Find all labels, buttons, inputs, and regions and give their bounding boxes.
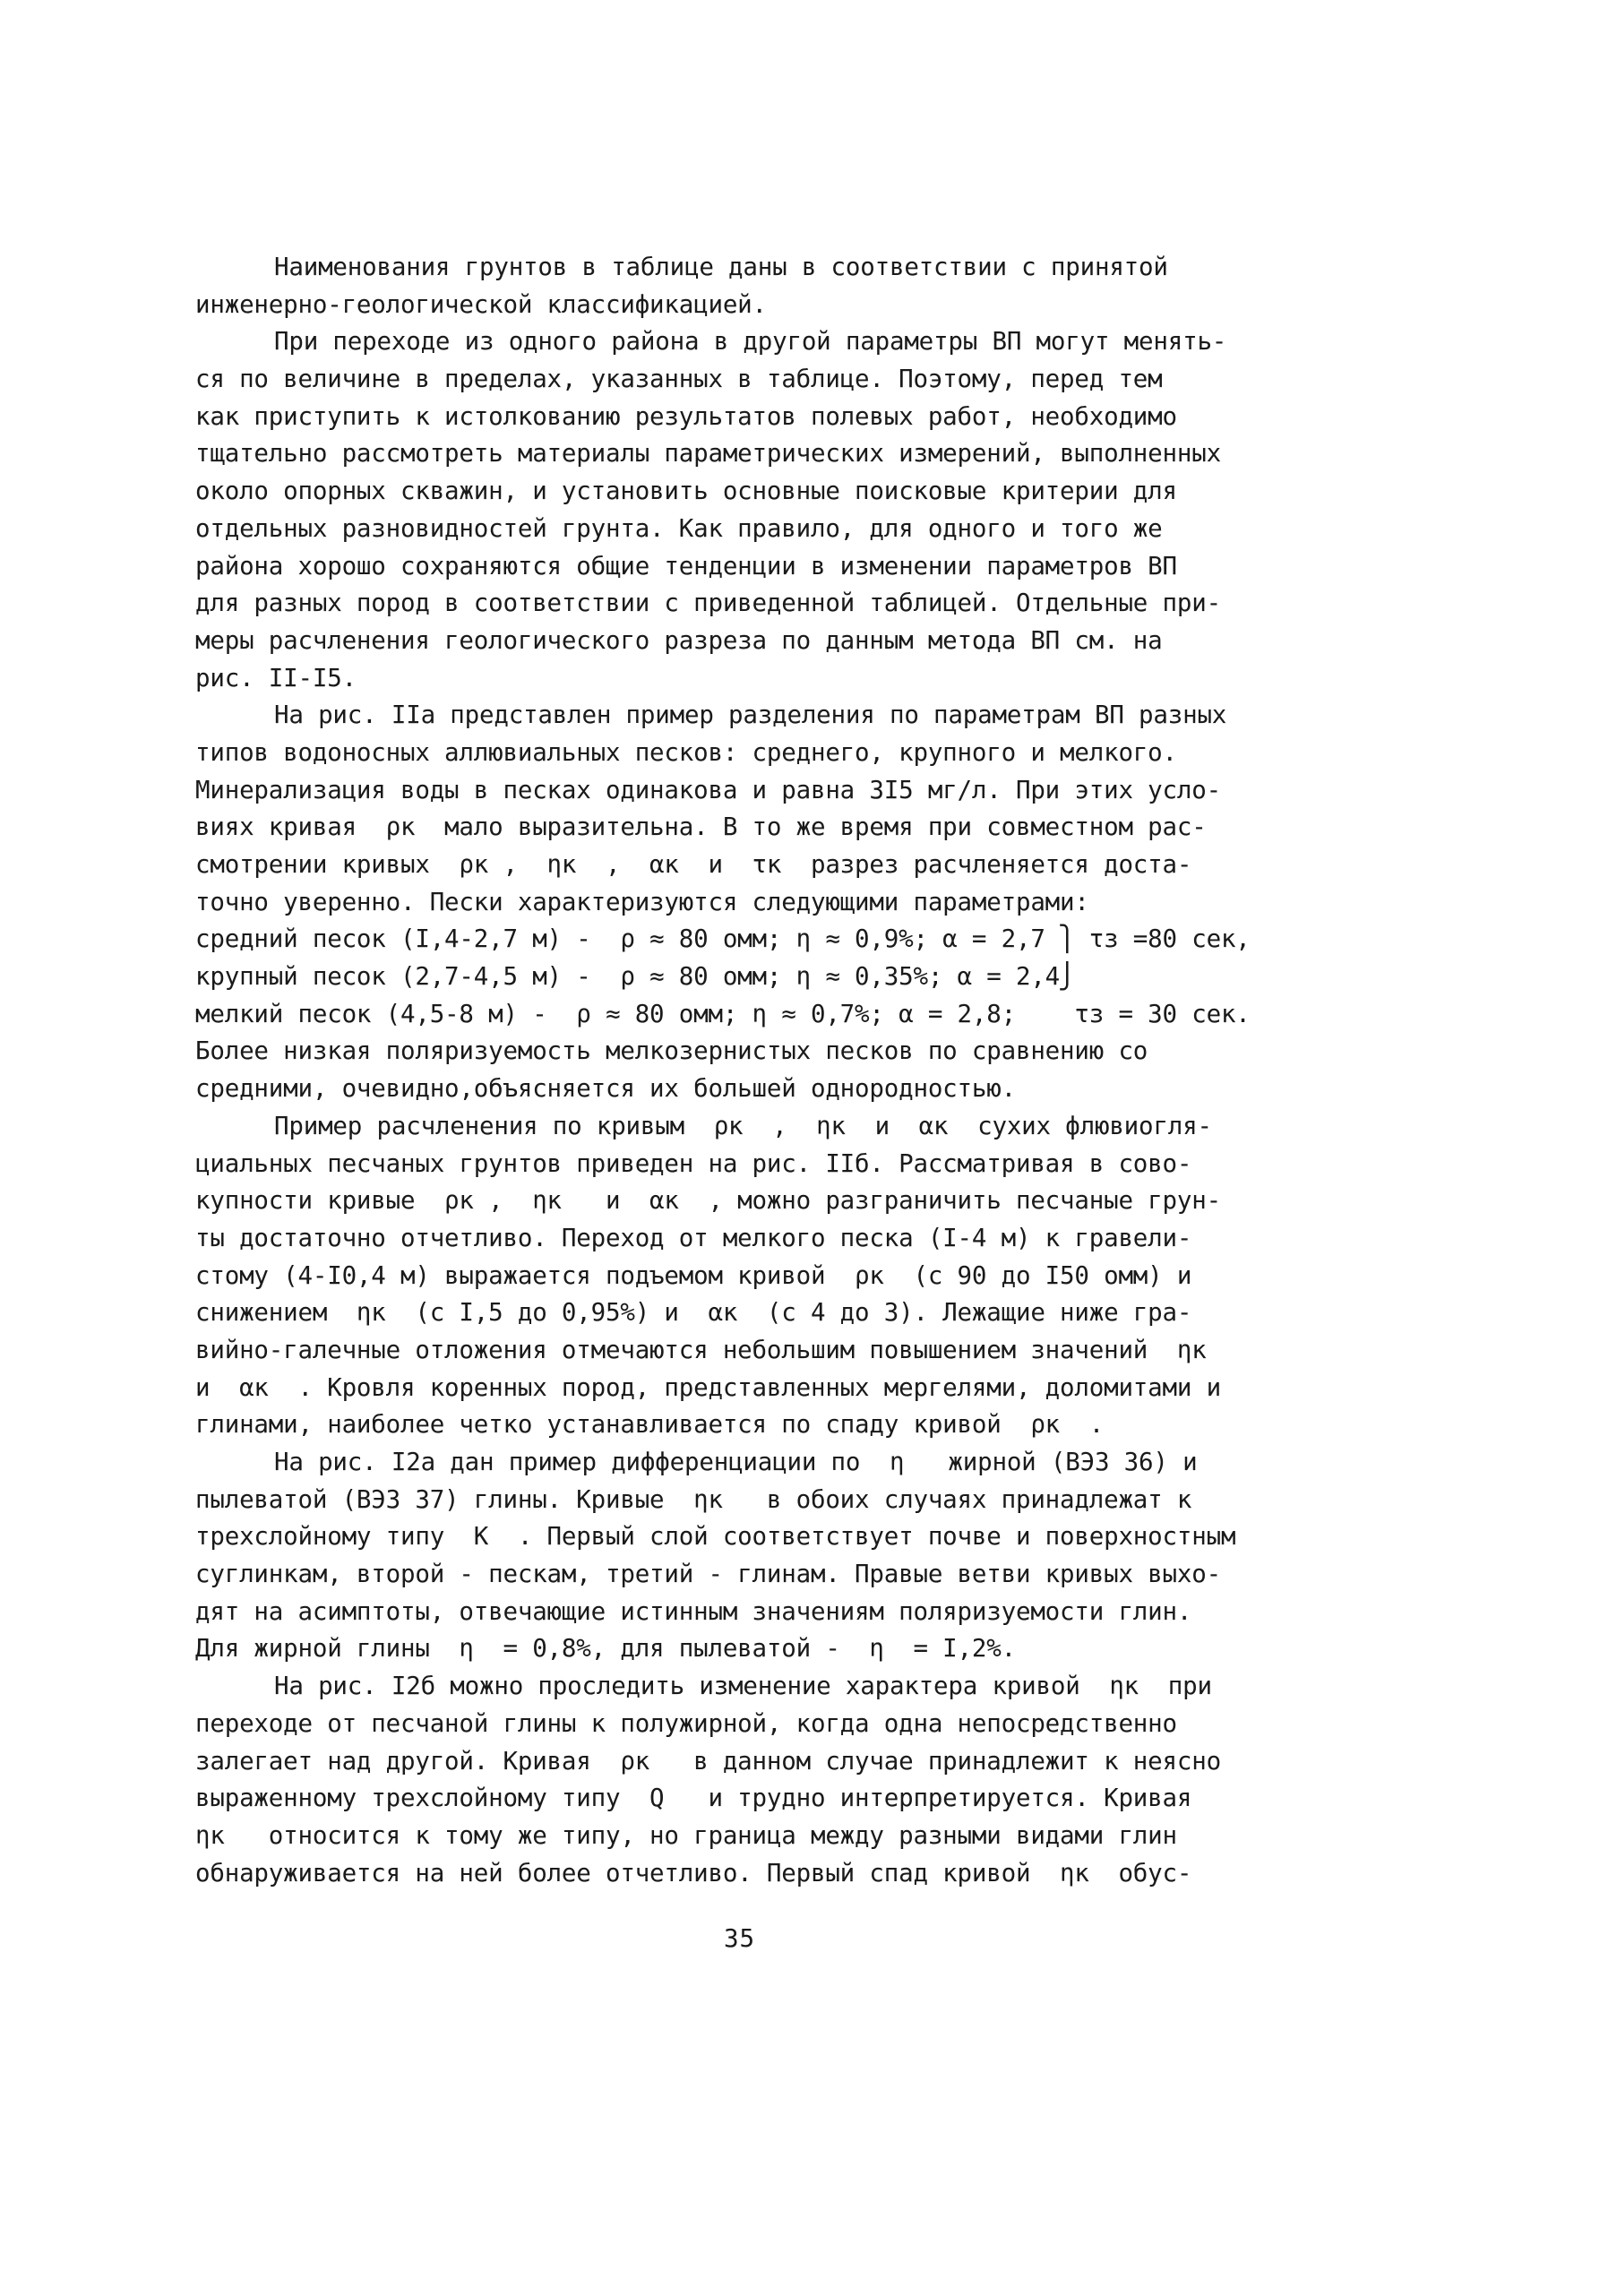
- text-line: Минерализация воды в песках одинакова и равна 3I5 мг/л. При этих усло-: [195, 775, 1221, 804]
- text-line: снижением ηк (с I,5 до 0,95%) и αк (с 4 до 3). Лежащие ниже гра-: [195, 1298, 1192, 1328]
- text-line: средний песок (I,4-2,7 м) - ρ ≈ 80 омм; η ≈ 0,9%; α = 2,7 ⎫ τз =80 сек,: [195, 924, 1251, 954]
- text-line: суглинкам, второй - пескам, третий - глинам. Правые ветви кривых выхо-: [195, 1560, 1221, 1589]
- text-line: глинами, наиболее четко устанавливается по спаду кривой ρк .: [195, 1410, 1105, 1440]
- text-line: мелкий песок (4,5-8 м) - ρ ≈ 80 омм; η ≈ 0,7%; α = 2,8; τз = 30 сек.: [195, 999, 1251, 1028]
- text-line: меры расчленения геологического разреза по данным метода ВП см. на: [195, 625, 1163, 655]
- page-number: 35: [724, 1924, 756, 1953]
- text-line: Наименования грунтов в таблице даны в соответствии с принятой: [274, 253, 1168, 281]
- text-line: крупный песок (2,7-4,5 м) - ρ ≈ 80 омм; η ≈ 0,35%; α = 2,4⎭: [195, 962, 1075, 992]
- text-line: На рис. IIа представлен пример разделения по параметрам ВП разных: [274, 701, 1227, 730]
- text-line: циальных песчаных грунтов приведен на рис. IIб. Рассматривая в сово-: [195, 1148, 1192, 1178]
- text-line: вийно-галечные отложения отмечаются небольшим повышением значений ηк: [195, 1335, 1207, 1364]
- text-line: инженерно-геологической классификацией.: [195, 289, 767, 319]
- text-line: ся по величине в пределах, указанных в таблице. Поэтому, перед тем: [195, 365, 1163, 394]
- text-line: стому (4-I0,4 м) выражается подъемом кривой ρк (с 90 до I50 омм) и: [195, 1260, 1192, 1290]
- text-line: Более низкая поляризуемость мелкозернистых песков по сравнению со: [195, 1036, 1148, 1066]
- text-line: как приступить к истолкованию результатов полевых работ, необходимо: [195, 401, 1177, 431]
- text-line: виях кривая ρк мало выразительна. В то же время при совместном рас-: [195, 813, 1207, 842]
- text-line: На рис. I2а дан пример дифференциации по η жирной (ВЭЗ 36) и: [274, 1448, 1198, 1476]
- text-line: района хорошо сохраняются общие тенденции в изменении параметров ВП: [195, 551, 1177, 580]
- text-line: ηк относится к тому же типу, но граница между разными видами глин: [195, 1820, 1177, 1850]
- text-line: отдельных разновидностей грунта. Как правило, для одного и того же: [195, 513, 1163, 543]
- text-line: обнаруживается на ней более отчетливо. Первый спад кривой ηк обус-: [195, 1858, 1192, 1888]
- text-line: и αк . Кровля коренных пород, представленных мергелями, доломитами и: [195, 1372, 1221, 1402]
- text-line: При переходе из одного района в другой параметры ВП могут менять-: [274, 327, 1227, 357]
- text-line: для разных пород в соответствии с приведенной таблицей. Отдельные при-: [195, 589, 1221, 618]
- text-line: дят на асимптоты, отвечающие истинным значениям поляризуемости глин.: [195, 1596, 1192, 1626]
- text-line: трехслойному типу К . Первый слой соответствует почве и поверхностным: [195, 1522, 1236, 1552]
- text-line: залегает над другой. Кривая ρк в данном случае принадлежит к неясно: [195, 1746, 1221, 1776]
- text-line: около опорных скважин, и установить основные поисковые критерии для: [195, 477, 1177, 506]
- text-line: переходе от песчаной глины к полужирной, когда одна непосредственно: [195, 1708, 1177, 1738]
- text-line: смотрении кривых ρк , ηк , αк и τк разрез расчленяется доста-: [195, 850, 1192, 879]
- document-body: [195, 249, 1293, 1892]
- text-line: тщательно рассмотреть материалы параметрических измерений, выполненных: [195, 439, 1221, 469]
- text-line: Для жирной глины η = 0,8%, для пылеватой - η = I,2%.: [195, 1634, 1016, 1664]
- text-line: пылеватой (ВЭЗ 37) глины. Кривые ηк в обоих случаях принадлежат к: [195, 1484, 1192, 1514]
- text-line: точно уверенно. Пески характеризуются следующими параметрами:: [195, 887, 1089, 916]
- text-line: Пример расчленения по кривым ρк , ηк и αк сухих флювиогля-: [274, 1111, 1212, 1140]
- text-line: средними, очевидно,объясняется их большей однородностью.: [195, 1074, 1016, 1104]
- text-line: выраженному трехслойному типу Q и трудно интерпретируется. Кривая: [195, 1784, 1192, 1813]
- text-line: рис. II-I5.: [195, 663, 357, 692]
- text-line: На рис. I2б можно проследить изменение характера кривой ηк при: [274, 1672, 1212, 1701]
- text-line: типов водоносных аллювиальных песков: среднего, крупного и мелкого.: [195, 737, 1177, 767]
- text-line: купности кривые ρк , ηк и αк , можно разграничить песчаные грун-: [195, 1186, 1221, 1216]
- text-line: ты достаточно отчетливо. Переход от мелкого песка (I-4 м) к гравели-: [195, 1223, 1192, 1252]
